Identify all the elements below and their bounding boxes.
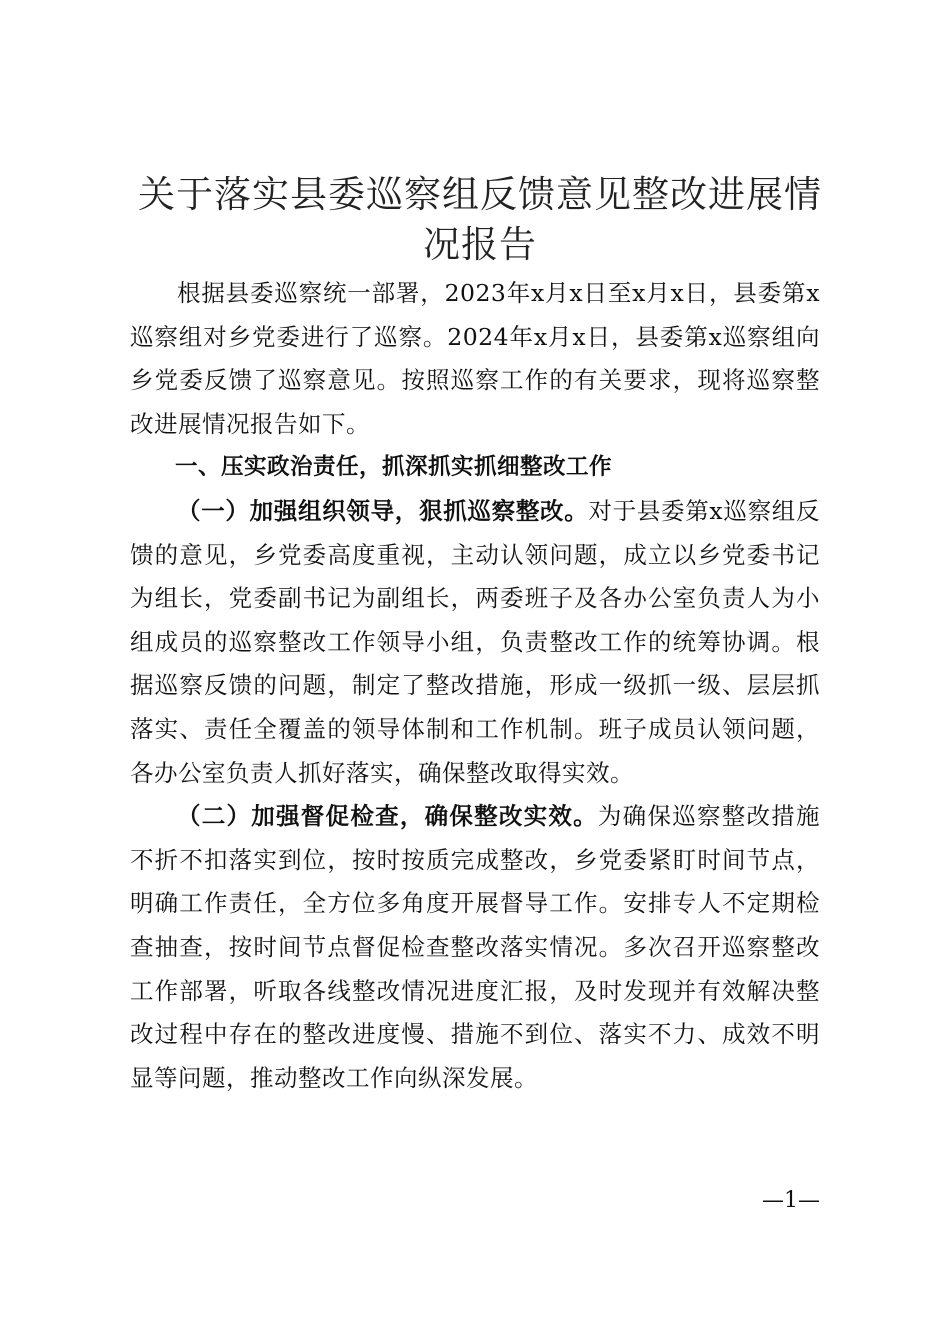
subsection-text-2: 为确保巡察整改措施不折不扣落实到位，按时按质完成整改，乡党委紧盯时间节点，明确工作责任，全方位多角度开展督导工作。安排专人不定期检查抽查，按时间节点督促检查整改落实情况。多次召开巡察整改工作部署，听取各线整改情况进度汇报，及时发现并有效解决整改过程中存在的整改进度慢、措施不到位、落实不力、成效不明显等问题，推动整改工作向纵深发展。 [130, 802, 821, 1092]
subsection-heading-2: （二）加强督促检查，确保整改实效。 [177, 802, 598, 831]
subsection-paragraph-2 [130, 795, 820, 1100]
section-heading: 一、压实政治责任，抓深抓实抓细整改工作 [175, 454, 613, 481]
subsection-paragraph-1 [130, 490, 820, 795]
document-body [130, 272, 820, 1100]
intro-paragraph: 根据县委巡察统一部署，2023年x月x日至x月x日，县委第x巡察组对乡党委进行了巡察。2024年x月x日，县委第x巡察组向乡党委反馈了巡察意见。按照巡察工作的有关要求，现将巡察整改进展情况报告如下。 [130, 279, 820, 438]
subsection-text-1: 对于县委第x巡察组反馈的意见，乡党委高度重视，主动认领问题，成立以乡党委书记为组长，党委副书记为副组长，两委班子及各办公室负责人为小组成员的巡察整改工作领导小组，负责整改工作的统筹协调。根据巡察反馈的问题，制定了整改措施，形成一级抓一级、层层抓落实、责任全覆盖的领导体制和工作机制。班子成员认领问题，各办公室负责人抓好落实，确保整改取得实效。 [130, 496, 820, 787]
subsection-heading-1: （一）加强组织领导，狠抓巡察整改。 [177, 496, 589, 525]
document-title: 关于落实县委巡察组反馈意见整改进展情况报告 [138, 173, 822, 266]
page-number: —1— [762, 1188, 820, 1213]
